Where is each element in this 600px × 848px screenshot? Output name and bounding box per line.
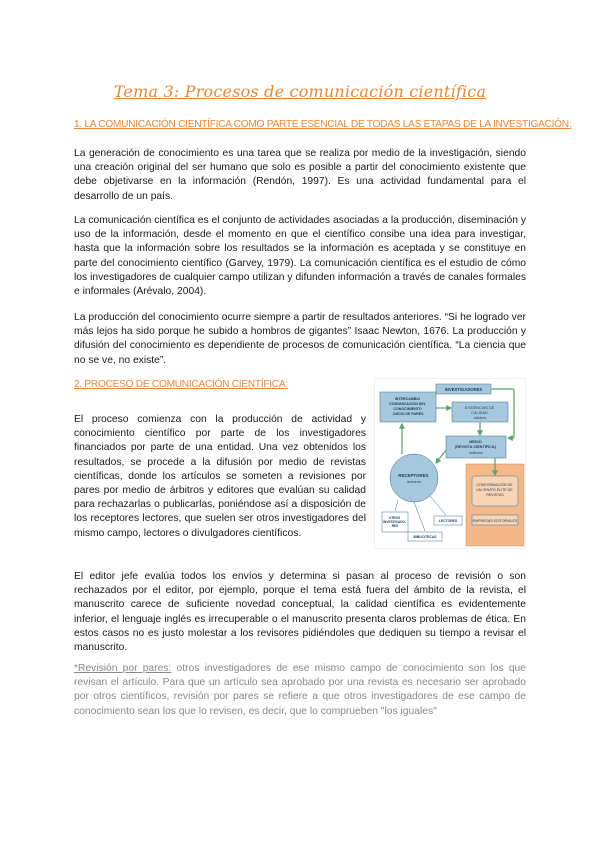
node-intercambio-label: INTERCAMBIO COMUNICACIÓN DEL CONOCIMIENTO JUICIO DE PARES	[389, 397, 426, 416]
node-otros-label: OTROS INVESTIGADO- RES	[383, 516, 407, 528]
node-conformacion-label: CONFORMACIÓN DE UN GRUPO ÉLITE DE REVISTAS	[476, 483, 513, 497]
peer-review-note	[74, 662, 526, 719]
paragraph-4: El proceso comienza con la producción de actividad y conocimiento científico por parte de los investigadores financiados por parte de una entidad. Una vez obtenidos los resultados, se procede a la difusión por medio de revistas científicas, donde los artículos se someten a revisiones por pares por medio de árbitros y editores que evalúan su calidad para rechazarlas o publicarlas, poniéndose así a disposición de los receptores lectores, que suelen ser otros investigadores del mismo campo, lectores o divulgadores científicos.	[74, 414, 366, 539]
node-lectores-label: LECTORES	[438, 519, 458, 523]
section-2-heading: 2. PROCESO DE COMUNICACIÓN CIENTÍFICA:	[74, 379, 288, 390]
page-title: Tema 3: Procesos de comunicación científica	[113, 82, 487, 101]
paragraph-1: La generación de conocimiento es una tarea que se realiza por medio de la investigación, siendo una creación original del ser humano que solo es posible a partir del conocimiento existente que debe objetivarse en la información (Rendón, 1997). Es una actividad fundamental para el desarrollo de un país.	[74, 148, 526, 202]
node-investigadores-label: INVESTIGADORES	[444, 387, 483, 392]
paragraph-2: La comunicación científica es el conjunto de actividades asociadas a la producción, diseminación y uso de la información, desde el momento en que el científico consibe una idea para investigar, hasta que la información sobre los resultados se la información es aceptada y se constituye en parte del conocimiento científico (Garvey, 1979). La comunicación científica es el estudio de cómo los investigadores de cualquier campo utilizan y difunden información a través de canales formales e informales (Arévalo, 2004).	[74, 215, 526, 298]
peer-review-text: otros investigadores de ese mismo campo de conocimiento son los que revisan el artículo. Para que un artículo sea aprobado por una revista es necesario ser aprobado por otros científicos, revisión por pares se refiere a que otros investigadores de ese campo de conocimiento sean los que lo revisen, es decir, que lo comprueben "los iguales"	[74, 663, 526, 717]
node-receptores-label: RECEPTORES lectores	[398, 473, 429, 484]
node-medio-label: MEDIO (REVISTA CIENTÍFICA) editores	[455, 440, 496, 455]
communication-process-diagram	[374, 378, 526, 549]
paragraph-3: La producción del conocimiento ocurre siempre a partir de resultados anteriores. “Si he logrado ver más lejos ha sido porque he subido a hombros de gigantes” Isaac Newton, 1676. La producción y difusión del conocimiento es dependiente de procesos de comunicación científica. “La ciencia que no se ve, no existe”.	[74, 312, 526, 366]
paragraph-5: El editor jefe evalúa todos los envíos y determina si pasan al proceso de revisión o son rechazados por el editor, por ejemplo, porque el tema está fuera del ámbito de la revista, el manuscrito carece de suficiente novedad conceptual, la calidad científica es evidentemente inferior, el lenguaje inglés es irrecuperable o el manuscrito presenta claros problemas de ética. En estos casos no es justo molestar a los revisores pidiéndoles que dediquen su tiempo a revisar el manuscrito.	[74, 571, 526, 654]
node-exigencias-label: EXIGENCIAS DE CALIDAD árbitros	[464, 406, 495, 420]
peer-review-label: *Revisión por pares:	[74, 663, 172, 674]
node-bibliotecas-label: BIBLIOTECAS	[413, 535, 437, 539]
section-1-heading: 1. LA COMUNICACIÓN CIENTÍFICA COMO PARTE ESENCIAL DE TODAS LAS ETAPAS DE LA INVESTIGACIÓN:	[74, 119, 572, 130]
node-empresas-label: EMPRESAS EDITORIALES	[472, 519, 518, 523]
node-receptores	[390, 454, 438, 502]
